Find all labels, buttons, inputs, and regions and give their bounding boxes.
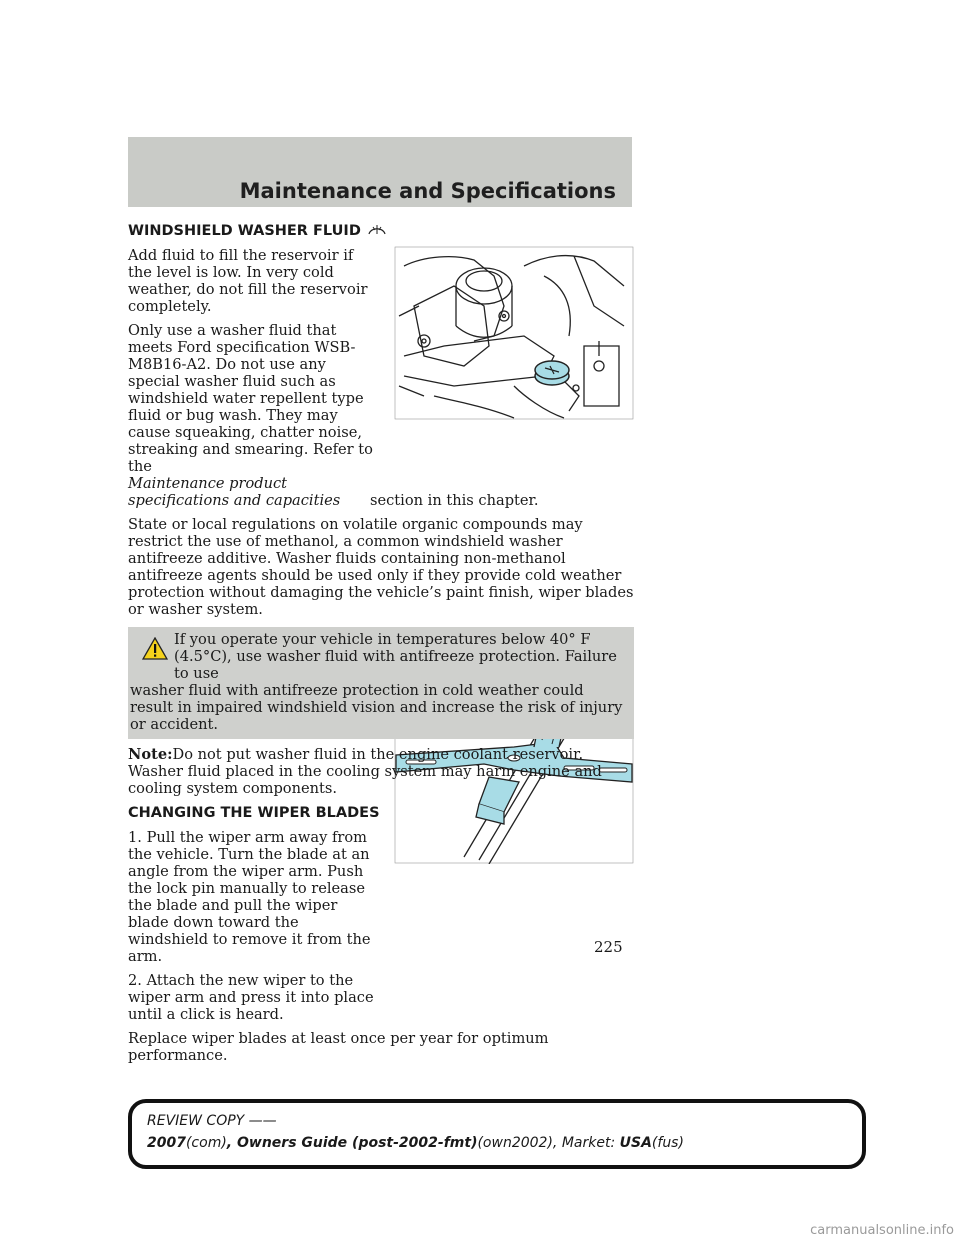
windshield-washer-icon [368,222,386,236]
page-section-title: Maintenance and Specifications [239,179,616,203]
review-copy-footer [128,1099,866,1169]
note-label: Note: [128,746,173,763]
wiper-replace-note: Replace wiper blades at least once per year for optimum performance. [128,1030,549,1064]
note-paragraph [128,746,634,797]
page-number: 225 [594,938,623,956]
warning-text-first: If you operate your vehicle in temperatures below 40° F (4.5°C), use washer fluid with antifreeze protection. Failure to use [174,631,617,682]
note-text: Do not put washer fluid in the engine coolant reservoir. Washer fluid placed in the cooling system may harm engine and cooling system components. [128,746,602,797]
washer-paragraph-2: Only use a washer fluid that meets Ford specification WSB-M8B16-A2. Do not use any special washer fluid such as windshield water repellent type fluid or bug wash. They may cause squeaking, chatter noise, streaking and smearing. Refer to the Maintenance product specifications and capacities [128,322,373,509]
washer-paragraph-2-tail: section in this chapter. [370,492,539,509]
review-copy-label: REVIEW COPY —— [147,1113,277,1129]
washer-paragraph-1: Add fluid to fill the reservoir if the level is low. In very cold weather, do not fill the reservoir completely. [128,247,368,315]
warning-box [128,627,634,739]
washer-heading: WINDSHIELD WASHER FLUID [128,222,634,240]
warning-triangle-icon [142,637,168,660]
document-info: 2007(com), Owners Guide (post-2002-fmt)(own2002), Market: USA(fus) [147,1135,684,1151]
wiper-step-1: 1. Pull the wiper arm away from the vehicle. Turn the blade at an angle from the wiper arm. Push the lock pin manually to release the blade and pull the wiper blade down toward the windshield to remove it from the arm. [128,829,371,965]
page-content [128,222,634,1064]
header-band [128,137,632,207]
watermark: carmanualsonline.info [810,1223,954,1238]
warning-text-rest: washer fluid with antifreeze protection in cold weather could result in impaired windshield vision and increase the risk of injury or accident. [130,682,623,733]
wiper-step-2: 2. Attach the new wiper to the wiper arm and press it into place until a click is heard. [128,972,374,1023]
washer-paragraph-3: State or local regulations on volatile organic compounds may restrict the use of methanol, a common windshield washer antifreeze additive. Washer fluids containing non-methanol antifreeze agents should be used only if they provide cold weather protection without damaging the vehicle’s paint finish, wiper blades or washer system. [128,516,634,618]
wiper-heading: CHANGING THE WIPER BLADES [128,805,380,821]
